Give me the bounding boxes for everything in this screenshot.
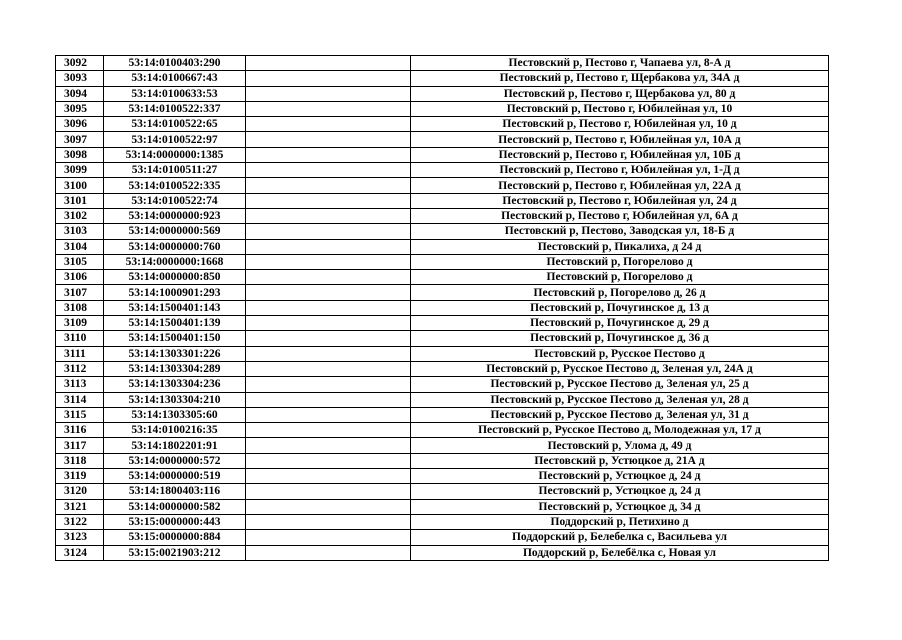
table-row <box>56 331 829 346</box>
row-number-cell: 3120 <box>56 484 104 499</box>
row-number-cell: 3117 <box>56 438 104 453</box>
cadastral-number-cell: 53:14:0100667:43 <box>104 71 246 86</box>
cadastral-number-cell: 53:14:0100522:97 <box>104 132 246 147</box>
cadastral-number-cell: 53:14:1303304:236 <box>104 377 246 392</box>
row-number-cell: 3100 <box>56 178 104 193</box>
empty-cell <box>246 316 411 331</box>
empty-cell <box>246 117 411 132</box>
address-cell: Поддорский р, Петихино д <box>411 514 829 529</box>
address-cell: Пестовский р, Пикалиха, д 24 д <box>411 239 829 254</box>
row-number-cell: 3092 <box>56 56 104 71</box>
table-row <box>56 270 829 285</box>
cadastral-number-cell: 53:14:0000000:572 <box>104 453 246 468</box>
empty-cell <box>246 545 411 560</box>
table-row <box>56 71 829 86</box>
table-row <box>56 117 829 132</box>
table-row <box>56 163 829 178</box>
empty-cell <box>246 270 411 285</box>
empty-cell <box>246 499 411 514</box>
row-number-cell: 3124 <box>56 545 104 560</box>
cadastral-number-cell: 53:14:1800403:116 <box>104 484 246 499</box>
row-number-cell: 3110 <box>56 331 104 346</box>
table-row <box>56 56 829 71</box>
table-row <box>56 239 829 254</box>
address-cell: Пестовский р, Погорелово д <box>411 270 829 285</box>
empty-cell <box>246 132 411 147</box>
cadastral-number-cell: 53:14:1303305:60 <box>104 407 246 422</box>
address-cell: Пестовский р, Пестово г, Юбилейная ул, 10 д <box>411 117 829 132</box>
row-number-cell: 3105 <box>56 254 104 269</box>
cadastral-number-cell: 53:15:0000000:443 <box>104 514 246 529</box>
empty-cell <box>246 224 411 239</box>
address-cell: Пестовский р, Пестово г, Юбилейная ул, 10Б д <box>411 147 829 162</box>
row-number-cell: 3123 <box>56 530 104 545</box>
cadastral-number-cell: 53:14:1500401:143 <box>104 300 246 315</box>
table-row <box>56 469 829 484</box>
empty-cell <box>246 101 411 116</box>
empty-cell <box>246 377 411 392</box>
row-number-cell: 3109 <box>56 316 104 331</box>
empty-cell <box>246 530 411 545</box>
table-row <box>56 392 829 407</box>
table-row <box>56 377 829 392</box>
empty-cell <box>246 56 411 71</box>
table-row <box>56 499 829 514</box>
cadastral-number-cell: 53:14:0000000:582 <box>104 499 246 514</box>
row-number-cell: 3093 <box>56 71 104 86</box>
row-number-cell: 3108 <box>56 300 104 315</box>
row-number-cell: 3121 <box>56 499 104 514</box>
cadastral-number-cell: 53:15:0000000:884 <box>104 530 246 545</box>
row-number-cell: 3102 <box>56 208 104 223</box>
row-number-cell: 3111 <box>56 346 104 361</box>
empty-cell <box>246 285 411 300</box>
empty-cell <box>246 346 411 361</box>
cadastral-number-cell: 53:14:0000000:760 <box>104 239 246 254</box>
address-cell: Пестовский р, Устюцкое д, 24 д <box>411 469 829 484</box>
address-cell: Пестовский р, Устюцкое д, 34 д <box>411 499 829 514</box>
cadastral-number-cell: 53:15:0021903:212 <box>104 545 246 560</box>
row-number-cell: 3112 <box>56 361 104 376</box>
table-row <box>56 530 829 545</box>
address-cell: Пестовский р, Пестово г, Юбилейная ул, 10А д <box>411 132 829 147</box>
cadastral-number-cell: 53:14:0100522:335 <box>104 178 246 193</box>
empty-cell <box>246 254 411 269</box>
cadastral-number-cell: 53:14:0000000:923 <box>104 208 246 223</box>
address-cell: Пестовский р, Почугинское д, 36 д <box>411 331 829 346</box>
empty-cell <box>246 147 411 162</box>
address-cell: Пестовский р, Устюцкое д, 24 д <box>411 484 829 499</box>
empty-cell <box>246 300 411 315</box>
table-row <box>56 285 829 300</box>
table-row <box>56 101 829 116</box>
address-cell: Пестовский р, Русское Пестово д, Зеленая ул, 31 д <box>411 407 829 422</box>
cadastral-number-cell: 53:14:0000000:1385 <box>104 147 246 162</box>
address-cell: Пестовский р, Русское Пестово д, Зеленая ул, 25 д <box>411 377 829 392</box>
table-row <box>56 514 829 529</box>
table-row <box>56 316 829 331</box>
row-number-cell: 3115 <box>56 407 104 422</box>
table-row <box>56 407 829 422</box>
cadastral-number-cell: 53:14:1303304:289 <box>104 361 246 376</box>
row-number-cell: 3114 <box>56 392 104 407</box>
row-number-cell: 3097 <box>56 132 104 147</box>
address-cell: Поддорский р, Белебёлка с, Новая ул <box>411 545 829 560</box>
address-cell: Пестовский р, Погорелово д <box>411 254 829 269</box>
empty-cell <box>246 178 411 193</box>
address-cell: Пестовский р, Пестово, Заводская ул, 18-Б д <box>411 224 829 239</box>
table-row <box>56 132 829 147</box>
address-cell: Пестовский р, Русское Пестово д, Молодежная ул, 17 д <box>411 423 829 438</box>
cadastral-number-cell: 53:14:0000000:1668 <box>104 254 246 269</box>
empty-cell <box>246 361 411 376</box>
cadastral-number-cell: 53:14:1303301:226 <box>104 346 246 361</box>
cadastral-number-cell: 53:14:1303304:210 <box>104 392 246 407</box>
row-number-cell: 3118 <box>56 453 104 468</box>
table-row <box>56 178 829 193</box>
empty-cell <box>246 193 411 208</box>
cadastral-number-cell: 53:14:0100403:290 <box>104 56 246 71</box>
address-cell: Пестовский р, Пестово г, Юбилейная ул, 1-Д д <box>411 163 829 178</box>
address-cell: Пестовский р, Русское Пестово д, Зеленая ул, 28 д <box>411 392 829 407</box>
address-cell: Поддорский р, Белебелка с, Васильева ул <box>411 530 829 545</box>
row-number-cell: 3106 <box>56 270 104 285</box>
address-cell: Пестовский р, Пестово г, Чапаева ул, 8-А д <box>411 56 829 71</box>
empty-cell <box>246 71 411 86</box>
row-number-cell: 3113 <box>56 377 104 392</box>
address-cell: Пестовский р, Пестово г, Юбилейная ул, 24 д <box>411 193 829 208</box>
address-cell: Пестовский р, Почугинское д, 29 д <box>411 316 829 331</box>
empty-cell <box>246 423 411 438</box>
cadastral-number-cell: 53:14:0100633:53 <box>104 86 246 101</box>
row-number-cell: 3104 <box>56 239 104 254</box>
table-row <box>56 300 829 315</box>
empty-cell <box>246 407 411 422</box>
row-number-cell: 3094 <box>56 86 104 101</box>
address-cell: Пестовский р, Пестово г, Щербакова ул, 34А д <box>411 71 829 86</box>
cadastral-number-cell: 53:14:1000901:293 <box>104 285 246 300</box>
cadastral-number-cell: 53:14:0000000:519 <box>104 469 246 484</box>
table-row <box>56 346 829 361</box>
address-cell: Пестовский р, Русское Пестово д <box>411 346 829 361</box>
table-row <box>56 224 829 239</box>
cadastral-number-cell: 53:14:1802201:91 <box>104 438 246 453</box>
table-row <box>56 193 829 208</box>
empty-cell <box>246 331 411 346</box>
table-row <box>56 438 829 453</box>
registry-table <box>55 55 829 561</box>
row-number-cell: 3096 <box>56 117 104 132</box>
row-number-cell: 3122 <box>56 514 104 529</box>
row-number-cell: 3116 <box>56 423 104 438</box>
address-cell: Пестовский р, Погорелово д, 26 д <box>411 285 829 300</box>
table-row <box>56 254 829 269</box>
empty-cell <box>246 208 411 223</box>
row-number-cell: 3107 <box>56 285 104 300</box>
address-cell: Пестовский р, Пестово г, Юбилейная ул, 22А д <box>411 178 829 193</box>
cadastral-number-cell: 53:14:0000000:850 <box>104 270 246 285</box>
row-number-cell: 3119 <box>56 469 104 484</box>
empty-cell <box>246 163 411 178</box>
empty-cell <box>246 484 411 499</box>
empty-cell <box>246 239 411 254</box>
cadastral-number-cell: 53:14:0100511:27 <box>104 163 246 178</box>
empty-cell <box>246 469 411 484</box>
address-cell: Пестовский р, Русское Пестово д, Зеленая ул, 24А д <box>411 361 829 376</box>
row-number-cell: 3103 <box>56 224 104 239</box>
empty-cell <box>246 86 411 101</box>
table-row <box>56 361 829 376</box>
table-row <box>56 86 829 101</box>
empty-cell <box>246 514 411 529</box>
address-cell: Пестовский р, Пестово г, Щербакова ул, 80 д <box>411 86 829 101</box>
table-row <box>56 423 829 438</box>
cadastral-number-cell: 53:14:0100522:74 <box>104 193 246 208</box>
address-cell: Пестовский р, Устюцкое д, 21А д <box>411 453 829 468</box>
row-number-cell: 3098 <box>56 147 104 162</box>
address-cell: Пестовский р, Улома д, 49 д <box>411 438 829 453</box>
cadastral-number-cell: 53:14:0000000:569 <box>104 224 246 239</box>
cadastral-number-cell: 53:14:0100522:65 <box>104 117 246 132</box>
empty-cell <box>246 392 411 407</box>
address-cell: Пестовский р, Почугинское д, 13 д <box>411 300 829 315</box>
cadastral-number-cell: 53:14:1500401:139 <box>104 316 246 331</box>
table-row <box>56 208 829 223</box>
row-number-cell: 3101 <box>56 193 104 208</box>
table-row <box>56 545 829 560</box>
cadastral-number-cell: 53:14:1500401:150 <box>104 331 246 346</box>
address-cell: Пестовский р, Пестово г, Юбилейная ул, 10 <box>411 101 829 116</box>
cadastral-number-cell: 53:14:0100216:35 <box>104 423 246 438</box>
row-number-cell: 3099 <box>56 163 104 178</box>
address-cell: Пестовский р, Пестово г, Юбилейная ул, 6А д <box>411 208 829 223</box>
empty-cell <box>246 438 411 453</box>
registry-table-body <box>56 56 829 561</box>
table-row <box>56 484 829 499</box>
cadastral-number-cell: 53:14:0100522:337 <box>104 101 246 116</box>
empty-cell <box>246 453 411 468</box>
row-number-cell: 3095 <box>56 101 104 116</box>
table-row <box>56 453 829 468</box>
table-row <box>56 147 829 162</box>
